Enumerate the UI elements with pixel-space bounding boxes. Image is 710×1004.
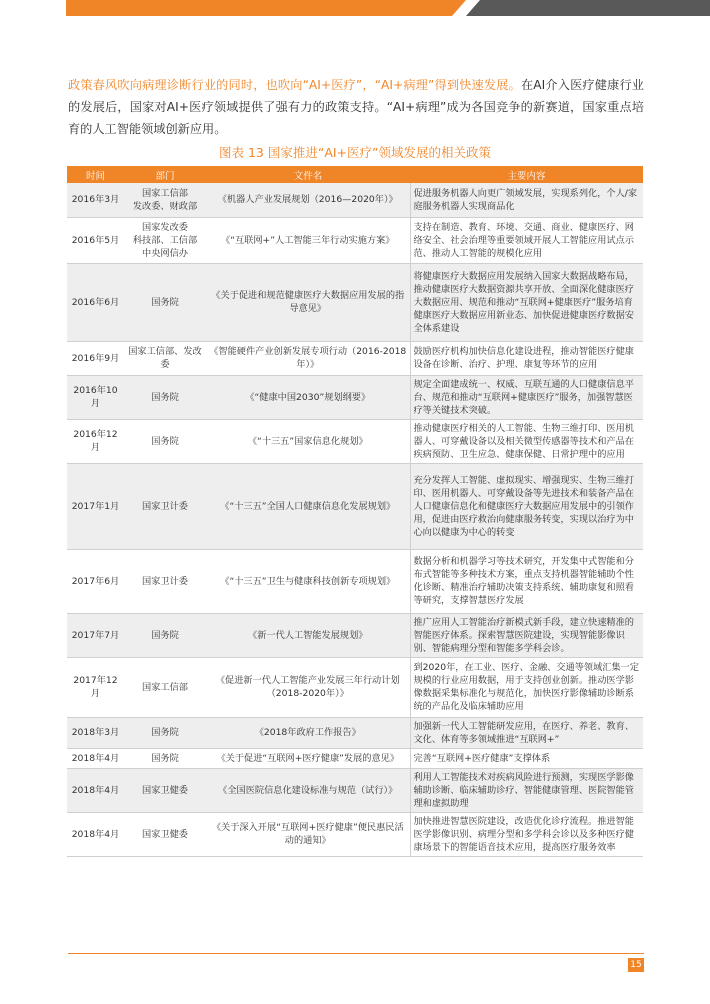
table-row	[67, 263, 643, 341]
cell-document: 《“十三五”全国人口健康信息化发展规划》	[206, 463, 410, 549]
cell-department: 国家工信部	[124, 657, 206, 717]
table-row	[67, 463, 643, 549]
cell-date: 2018年4月	[67, 748, 124, 768]
cell-content: 规定全面建成统一、权威、互联互通的人口健康信息平台、规范和推动“互联网+健康医疗”服务，加强智慧医疗等关键技术突破。	[410, 375, 643, 419]
cell-document: 《关于促进和规范健康医疗大数据应用发展的指导意见》	[206, 263, 410, 341]
cell-content: 鼓励医疗机构加快信息化建设进程，推动智能医疗健康设备在诊断、治疗、护理、康复等环节的应用	[410, 341, 643, 375]
policy-table	[67, 166, 643, 857]
cell-department: 国家卫计委	[124, 463, 206, 549]
cell-date: 2016年10月	[67, 375, 124, 419]
table-header-row	[67, 166, 643, 183]
table-row	[67, 657, 643, 717]
cell-department: 国务院	[124, 263, 206, 341]
page-number: 15	[628, 958, 644, 972]
cell-content: 利用人工智能技术对疾病风险进行预测，实现医学影像辅助诊断、临床辅助诊疗、智能健康管理、医院智能管理和虚拟助理	[410, 768, 643, 812]
cell-date: 2016年12月	[67, 419, 124, 463]
cell-department: 国家卫健委	[124, 812, 206, 856]
cell-department: 国务院	[124, 613, 206, 657]
cell-department: 国家发改委 科技部、工信部 中央网信办	[124, 217, 206, 263]
cell-content: 加强新一代人工智能研发应用，在医疗、养老、教育、文化、体育等多领域推进“互联网+”	[410, 717, 643, 748]
cell-content: 充分发挥人工智能、虚拟现实、增强现实、生物三维打印、医用机器人、可穿戴设备等先进技术和装备产品在人口健康信息化和健康医疗大数据应用发展中的引领作用，促进由医疗救治向健康服务转变，实现以治疗为中心向以健康为中心的转变	[410, 463, 643, 549]
cell-date: 2016年5月	[67, 217, 124, 263]
header-orange-band	[66, 0, 466, 16]
intro-body: 在AI介入医疗健康行业的发展后，国家对AI+医疗领域提供了强有力的政策支持。“AI+病理”成为各国竞争的新赛道，国家重点培育的人工智能领域创新应用。	[68, 78, 644, 136]
cell-department: 国务院	[124, 419, 206, 463]
cell-date: 2016年9月	[67, 341, 124, 375]
cell-document: 《关于深入开展“互联网+医疗健康”便民惠民活动的通知》	[206, 812, 410, 856]
table-body	[67, 183, 643, 856]
cell-content: 完善“互联网+医疗健康”支撑体系	[410, 748, 643, 768]
cell-content: 支持在制造、教育、环境、交通、商业、健康医疗、网络安全、社会治理等重要领域开展人工智能应用试点示范、推动人工智能的规模化应用	[410, 217, 643, 263]
cell-document: 《关于促进“互联网+医疗健康”发展的意见》	[206, 748, 410, 768]
cell-content: 到2020年，在工业、医疗、金融、交通等领域汇集一定规模的行业应用数据，用于支持创业创新。推动医学影像数据采集标准化与规范化，加快医疗影像辅助诊断系统的产品化及临床辅助应用	[410, 657, 643, 717]
cell-document: 《“健康中国2030”规划纲要》	[206, 375, 410, 419]
cell-date: 2018年3月	[67, 717, 124, 748]
cell-date: 2018年4月	[67, 812, 124, 856]
table-row	[67, 419, 643, 463]
table-row	[67, 748, 643, 768]
cell-document: 《智能硬件产业创新发展专项行动（2016-2018年）》	[206, 341, 410, 375]
cell-department: 国务院	[124, 717, 206, 748]
table-row	[67, 549, 643, 613]
intro-paragraph	[68, 74, 644, 140]
cell-department: 国务院	[124, 375, 206, 419]
cell-document: 《“十三五”国家信息化规划》	[206, 419, 410, 463]
cell-content: 推动健康医疗相关的人工智能、生物三维打印、医用机器人、可穿戴设备以及相关微型传感器等技术和产品在疾病预防、卫生应急、健康保健、日常护理中的应用	[410, 419, 643, 463]
header-document: 文件名	[206, 166, 410, 183]
cell-date: 2016年6月	[67, 263, 124, 341]
cell-content: 将健康医疗大数据应用发展纳入国家大数据战略布局，推动健康医疗大数据资源共享开放、全面深化健康医疗大数据应用、规范和推动“互联网+健康医疗”服务培育健康医疗大数据应用新业态、加快促进健康医疗数据安全体系建设	[410, 263, 643, 341]
header-date: 时间	[67, 166, 124, 183]
table-row	[67, 341, 643, 375]
table-row	[67, 375, 643, 419]
header-department: 部门	[124, 166, 206, 183]
cell-document: 《新一代人工智能发展规划》	[206, 613, 410, 657]
table-row	[67, 613, 643, 657]
table-caption: 图表 13 国家推进“AI+医疗”领域发展的相关政策	[218, 145, 492, 160]
cell-document: 《2018年政府工作报告》	[206, 717, 410, 748]
cell-content: 数据分析和机器学习等技术研究，开发集中式智能和分布式智能等多种技术方案，重点支持机器智能辅助个性化诊断、精准治疗辅助决策支持系统、辅助康复和照看等研究，支撑智慧医疗发展	[410, 549, 643, 613]
cell-date: 2016年3月	[67, 183, 124, 217]
cell-date: 2017年1月	[67, 463, 124, 549]
table-row	[67, 217, 643, 263]
header-grey-band	[466, 0, 710, 16]
cell-department: 国家卫计委	[124, 549, 206, 613]
cell-document: 《“互联网+”人工智能三年行动实施方案》	[206, 217, 410, 263]
table-row	[67, 183, 643, 217]
footer-divider	[68, 953, 644, 954]
cell-date: 2017年12月	[67, 657, 124, 717]
cell-department: 国家卫健委	[124, 768, 206, 812]
cell-document: 《促进新一代人工智能产业发展三年行动计划（2018-2020年）》	[206, 657, 410, 717]
cell-content: 推广应用人工智能治疗新模式新手段，建立快速精准的智能医疗体系。探索智慧医院建设，实现智能影像识别、智能病理分型和智能多学科会诊。	[410, 613, 643, 657]
cell-document: 《机器人产业发展规划（2016—2020年）》	[206, 183, 410, 217]
header-decoration	[0, 0, 710, 18]
table-row	[67, 768, 643, 812]
cell-document: 《“十三五”卫生与健康科技创新专项规划》	[206, 549, 410, 613]
cell-content: 促进服务机器人向更广领域发展，实现系列化，个人/家庭服务机器人实现商品化	[410, 183, 643, 217]
intro-highlight: 政策春风吹向病理诊断行业的同时，也吹向“AI+医疗”，“AI+病理”得到快速发展。	[68, 78, 521, 92]
table-row	[67, 717, 643, 748]
cell-date: 2017年7月	[67, 613, 124, 657]
cell-date: 2017年6月	[67, 549, 124, 613]
table-row	[67, 812, 643, 856]
cell-department: 国务院	[124, 748, 206, 768]
cell-content: 加快推进智慧医院建设，改造优化诊疗流程。推进智能医学影像识别、病理分型和多学科会诊以及多种医疗健康场景下的智能语音技术应用，提高医疗服务效率	[410, 812, 643, 856]
cell-department: 国家工信部 发改委、财政部	[124, 183, 206, 217]
header-content: 主要内容	[410, 166, 643, 183]
cell-document: 《全国医院信息化建设标准与规范（试行）》	[206, 768, 410, 812]
cell-department: 国家工信部、发改委	[124, 341, 206, 375]
cell-date: 2018年4月	[67, 768, 124, 812]
